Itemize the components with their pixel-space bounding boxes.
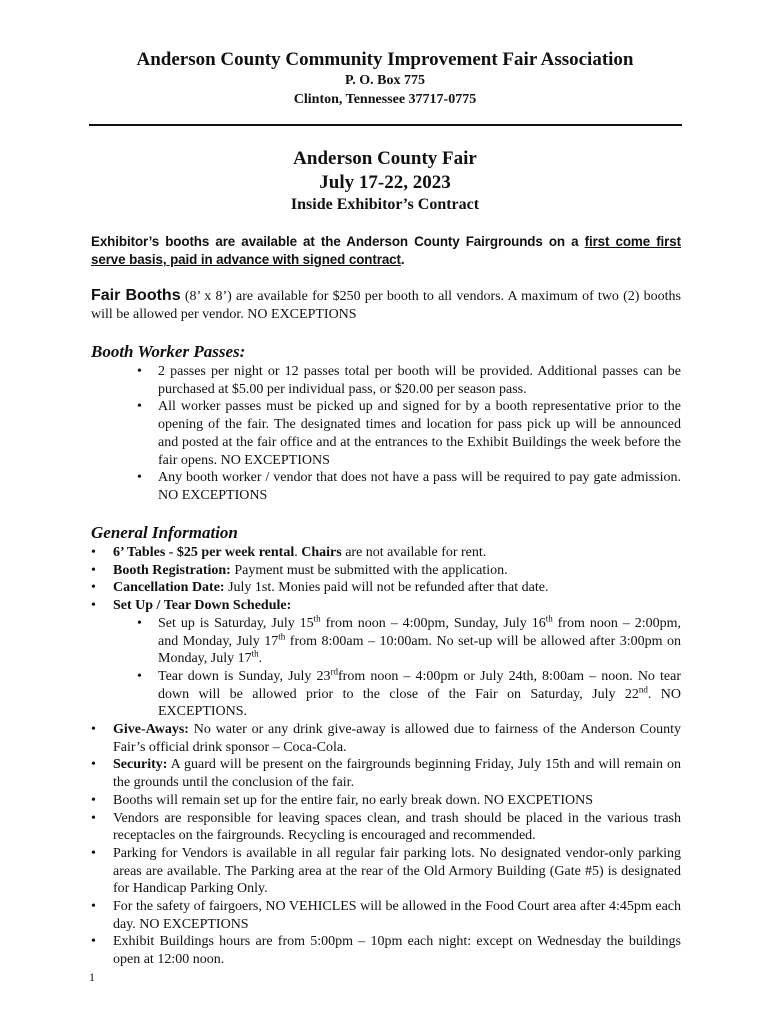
teardown-text: . NO EXCEPTIONS. (158, 686, 681, 720)
list-item: • Exhibit Buildings hours are from 5:00pm – 10pm each night: except on Wednesday the buildings open at 12:00 noon. (91, 933, 681, 968)
registration-label: Booth Registration: (113, 562, 231, 578)
list-item: • Booths will remain set up for the entire fair, no early break down. NO EXCPETIONS (91, 792, 681, 810)
list-item: • Vendors are responsible for leaving spaces clean, and trash should be placed in the various trash receptacles on the fairgrounds. Recycling is encouraged and recommended. (91, 810, 681, 845)
giveaways-text: No water or any drink give-away is allowed due to fairness of the Anderson County Fair’s official drink sponsor – Coca-Cola. (113, 722, 681, 755)
list-item (91, 544, 681, 562)
ordinal: th (251, 648, 259, 659)
setup-text: from noon – 4:00pm, Sunday, July 16 (320, 615, 546, 631)
setup-text: from 8:00am – 10:00am. No set-up will be allowed after 3:00pm on Monday, July 17 (158, 633, 681, 667)
cancellation-label: Cancellation Date: (113, 580, 225, 596)
fair-dates: July 17-22, 2023 (319, 172, 451, 193)
ordinal: th (278, 630, 286, 641)
list-item: • Parking for Vendors is available in all regular fair parking lots. No designated vendor-only parking areas are available. The Parking area at the rear of the Old Armory Building (Gate #5) is designated for Handicap Parking Only. (91, 845, 681, 898)
booth-worker-heading: Booth Worker Passes: (91, 342, 246, 361)
list-item: • 2 passes per night or 12 passes total per booth will be provided. Additional passes can be purchased at $5.00 per individual pass, or $20.00 per season pass. (137, 363, 681, 398)
teardown-text: Tear down is Sunday, July 23 (158, 668, 331, 684)
intro-paragraph (91, 233, 681, 269)
contract-title: Inside Exhibitor’s Contract (290, 196, 480, 213)
header-divider (89, 124, 682, 126)
chairs-label: Chairs (301, 545, 342, 560)
teardown-text: from noon – 4:00pm or July 24th, 8:00am – noon. No tear down will be allowed prior to the close of the Fair on Saturday, July 22 (158, 668, 682, 702)
address-city: Clinton, Tennessee 37717-0775 (293, 92, 477, 107)
list-item (91, 756, 681, 791)
intro-underlined-text: first come first serve basis, paid in advance with signed contract (91, 234, 681, 267)
booth-worker-list (137, 363, 681, 505)
cancellation-text: July 1st. Monies paid will not be refunded after that date. (224, 580, 549, 596)
schedule-label: Set Up / Tear Down Schedule: (113, 598, 292, 614)
chairs-text: are not available for rent. (341, 545, 487, 560)
registration-text: Payment must be submitted with the application. (230, 562, 508, 578)
tables-label: 6’ Tables - $25 per week rental (113, 545, 295, 560)
list-item: • Any booth worker / vendor that does not have a pass will be required to pay gate admission. NO EXCEPTIONS (137, 469, 681, 504)
intro-period: . (400, 252, 405, 267)
list-item (91, 597, 681, 721)
list-item: • All worker passes must be picked up and signed for by a booth representative prior to the opening of the fair. The designated times and location for pass pick up will be announced and posted at the fair office and at the entrances to the Exhibit Buildings the week before the fair opens. NO EXCEPTIONS (137, 398, 681, 469)
general-info-heading: General Information (91, 523, 238, 542)
ordinal: rd (330, 666, 339, 677)
security-text: A guard will be present on the fairgrounds beginning Friday, July 15th and will remain on the grounds until the conclusion of the fair. (113, 757, 681, 791)
tables-separator: . (294, 545, 302, 560)
intro-text: Exhibitor’s booths are available at the Anderson County Fairgrounds on a (91, 234, 585, 249)
page-number: 1 (89, 970, 95, 984)
list-item (137, 615, 681, 668)
ordinal: th (545, 613, 553, 624)
setup-text: from noon – 2:00pm, and Monday, July 17 (158, 615, 682, 649)
list-item (91, 721, 681, 756)
organization-name: Anderson County Community Improvement Fair Association (136, 49, 634, 70)
list-item (91, 579, 681, 597)
security-label: Security: (113, 757, 168, 773)
setup-text: Set up is Saturday, July 15 (158, 615, 314, 631)
address-po-box: P. O. Box 775 (345, 73, 425, 88)
fair-booths-label: Fair Booths (91, 287, 181, 304)
fair-booths-text: (8’ x 8’) are available for $250 per booth to all vendors. A maximum of two (2) booths will be allowed per vendor. NO EXCEPTIONS (91, 289, 682, 322)
ordinal: nd (638, 683, 648, 694)
giveaways-label: Give-Aways: (113, 722, 189, 738)
general-info-list (91, 544, 681, 969)
setup-text: . (258, 651, 263, 667)
fair-booths-paragraph (91, 287, 681, 324)
ordinal: th (313, 613, 321, 624)
fair-name: Anderson County Fair (293, 148, 477, 169)
list-item (137, 668, 681, 721)
list-item (91, 562, 681, 580)
schedule-sublist (137, 615, 681, 721)
list-item: • For the safety of fairgoers, NO VEHICLES will be allowed in the Food Court area after 4:45pm each day. NO EXCEPTIONS (91, 898, 681, 933)
